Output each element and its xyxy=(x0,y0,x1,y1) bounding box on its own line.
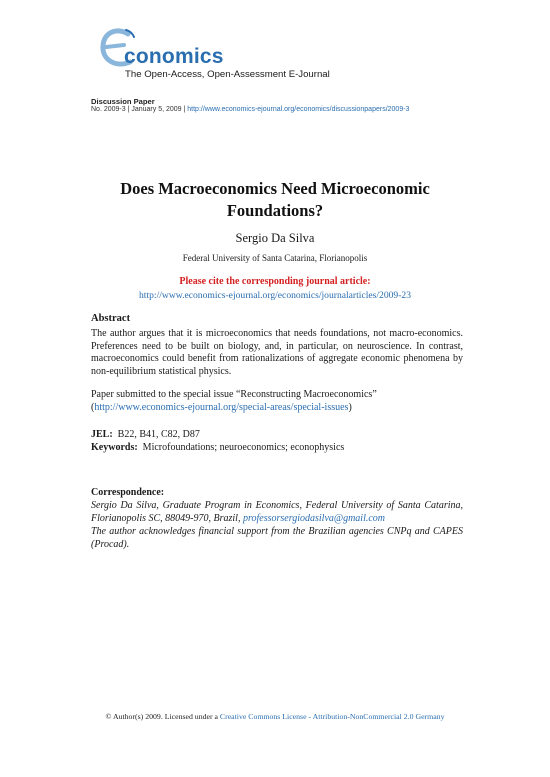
jel-label: JEL: xyxy=(91,429,113,440)
paper-number-date: No. 2009-3 | January 5, 2009 | xyxy=(91,106,188,113)
discussion-paper-link[interactable]: http://www.economics-ejournal.org/economics/discussionpapers/2009-3 xyxy=(187,106,410,113)
correspondence-text xyxy=(91,500,463,525)
paper-title-line-1: Does Macroeconomics Need Microeconomic xyxy=(120,179,430,198)
abstract-text: The author argues that it is microeconomics that needs foundations, not macro-economics. Preferences need to be built on biology, and, in particular, on neuroscience. In contrast, macroeconomics could benefit from rationalizations of aggregate economic phenomena by non-equilibrium statistical physics. xyxy=(91,328,463,377)
license-link[interactable]: Creative Commons License - Attribution-NonCommercial 2.0 Germany xyxy=(219,712,445,721)
copyright-text: © Author(s) 2009. Licensed under a xyxy=(105,712,220,721)
special-issue-url-line xyxy=(91,402,471,415)
jel-line xyxy=(91,429,200,440)
special-issue-link[interactable]: http://www.economics-ejournal.org/special-areas/special-issues xyxy=(94,402,349,413)
logo-tagline: The Open-Access, Open-Assessment E-Journal xyxy=(125,69,330,80)
discussion-paper-label: Discussion Paper xyxy=(91,97,155,106)
correspondence-address: Sergio Da Silva, Graduate Program in Economics, Federal University of Santa Catarina, Florianopolis SC, 88049-970, Brazil, xyxy=(91,500,463,524)
paren-open: ( xyxy=(91,402,95,413)
keywords-value: Microfoundations; neuroeconomics; econophysics xyxy=(142,442,345,453)
cite-notice: Please cite the corresponding journal article: xyxy=(179,276,371,287)
special-issue-text: Paper submitted to the special issue “Reconstructing Macroeconomics” xyxy=(91,389,377,400)
author-affiliation: Federal University of Santa Catarina, Florianopolis xyxy=(182,253,368,263)
acknowledgment-text: The author acknowledges financial support from the Brazilian agencies CNPq and CAPES (Procad). xyxy=(91,526,463,550)
correspondence-heading: Correspondence: xyxy=(91,487,165,498)
journal-logo xyxy=(98,26,338,86)
jel-codes: B22, B41, C82, D87 xyxy=(117,429,200,440)
author-name: Sergio Da Silva xyxy=(235,231,315,245)
author-email-link[interactable]: professorsergiodasilva@gmail.com xyxy=(242,512,386,524)
journal-article-link[interactable]: http://www.economics-ejournal.org/economics/journalarticles/2009-23 xyxy=(138,290,412,301)
keywords-label: Keywords: xyxy=(91,442,138,453)
discussion-paper-info xyxy=(91,106,409,113)
paren-close: ) xyxy=(348,402,352,413)
paper-title-line-2: Foundations? xyxy=(226,201,324,220)
keywords-line xyxy=(91,442,344,453)
license-footer xyxy=(40,712,510,721)
paper-title xyxy=(60,178,490,222)
logo-wordmark: conomics xyxy=(124,45,224,68)
abstract-heading: Abstract xyxy=(91,313,131,324)
